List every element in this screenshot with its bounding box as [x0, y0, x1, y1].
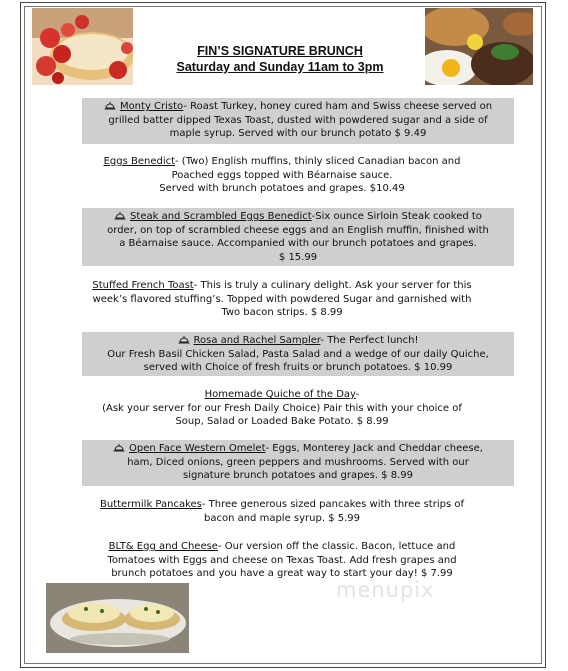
item-description: - (Two) English muffins, thinly sliced Canadian bacon and — [175, 156, 461, 167]
item-description: a Béarnaise sauce. Accompanied with our brunch potatoes and grapes. — [119, 238, 477, 249]
item-description: bacon and maple syrup. $ 5.99 — [203, 512, 360, 524]
service-bell-icon — [178, 334, 190, 344]
item-description: - Roast Turkey, honey cured ham and Swiss cheese served on — [183, 101, 493, 112]
menu-title: FIN’S SIGNATURE BRUNCH — [197, 44, 363, 58]
service-bell-icon — [104, 100, 116, 110]
item-description: Poached eggs topped with Béarnaise sauce. — [171, 169, 393, 181]
item-name: Eggs Benedict — [103, 156, 176, 167]
item-description: ham, Diced onions, green peppers and mushrooms. Served with our — [127, 456, 469, 468]
item-description: Two bacon strips. $ 8.99 — [221, 307, 343, 318]
item-description: Soup, Salad or Loaded Bake Potato. $ 8.99 — [175, 416, 389, 427]
item-description: Tomatoes with Eggs and cheese on Texas Toast. Add fresh grapes and — [107, 554, 457, 566]
menu-item-monty-cristo — [82, 98, 514, 144]
item-description: brunch potatoes and you have a great way to start your day! $ 7.99 — [111, 568, 453, 579]
menu-item-open-face-western-omelet — [82, 440, 514, 486]
item-name: Stuffed French Toast — [92, 280, 194, 291]
item-description: week’s flavored stuffing’s. Topped with powdered Sugar and garnished with — [92, 293, 472, 305]
french-toast-photo — [32, 8, 133, 85]
item-description: Our Fresh Basil Chicken Salad, Pasta Salad and a wedge of our daily Quiche, — [107, 348, 489, 360]
item-description: maple syrup. Served with our brunch potato $ 9.49 — [169, 128, 427, 139]
item-description: - Our version off the classic. Bacon, lettuce and — [217, 541, 456, 552]
item-description: -Six ounce Sirloin Steak cooked to — [311, 211, 482, 222]
menu-item-eggs-benedict — [82, 155, 482, 196]
menu-item-blt-egg-and-cheese — [72, 540, 492, 581]
menu-item-homemade-quiche — [82, 388, 482, 429]
item-name: Open Face Western Omelet — [129, 443, 266, 454]
menu-item-stuffed-french-toast — [72, 279, 492, 320]
item-name: Steak and Scrambled Eggs Benedict — [130, 211, 312, 222]
brunch-hours: Saturday and Sunday 11am to 3pm — [176, 60, 384, 74]
menupix-watermark: menupix — [336, 578, 435, 602]
item-description: served with Choice of fresh fruits or brunch potatoes. $ 10.99 — [143, 362, 453, 373]
menu-header — [140, 43, 420, 75]
item-description: Served with brunch potatoes and grapes. $10.49 — [159, 183, 405, 194]
menu-item-buttermilk-pancakes — [82, 498, 482, 525]
item-description: - Three generous sized pancakes with three strips of — [201, 499, 464, 510]
item-description: - Eggs, Monterey Jack and Cheddar cheese, — [265, 443, 483, 454]
menu-item-steak-and-scrambled-eggs-benedict — [82, 208, 514, 266]
item-name: Buttermilk Pancakes — [100, 499, 202, 510]
item-description: - This is truly a culinary delight. Ask your server for this — [193, 280, 472, 291]
item-price: $ 15.99 — [278, 251, 318, 263]
item-name: Monty Cristo — [119, 101, 184, 112]
item-description: (Ask your server for our Fresh Daily Choice) Pair this with your choice of — [102, 402, 462, 414]
menu-item-rosa-and-rachel-sampler — [82, 332, 514, 376]
item-name: Rosa and Rachel Sampler — [193, 335, 321, 346]
item-description: - — [355, 389, 360, 400]
item-description: signature brunch potatoes and grapes. $ 8.99 — [183, 470, 413, 481]
service-bell-icon — [114, 210, 126, 220]
item-name: BLT& Egg and Cheese — [108, 541, 218, 552]
item-description: - The Perfect lunch! — [320, 335, 419, 346]
item-description: order, on top of scrambled cheese eggs and an English muffin, finished with — [107, 224, 489, 236]
service-bell-icon — [113, 442, 125, 452]
eggs-benedict-photo — [46, 583, 189, 653]
steak-and-eggs-photo — [425, 8, 533, 85]
item-description: grilled batter dipped Texas Toast, dusted with powdered sugar and a side of — [108, 114, 488, 126]
item-name: Homemade Quiche of the Day — [204, 389, 356, 400]
